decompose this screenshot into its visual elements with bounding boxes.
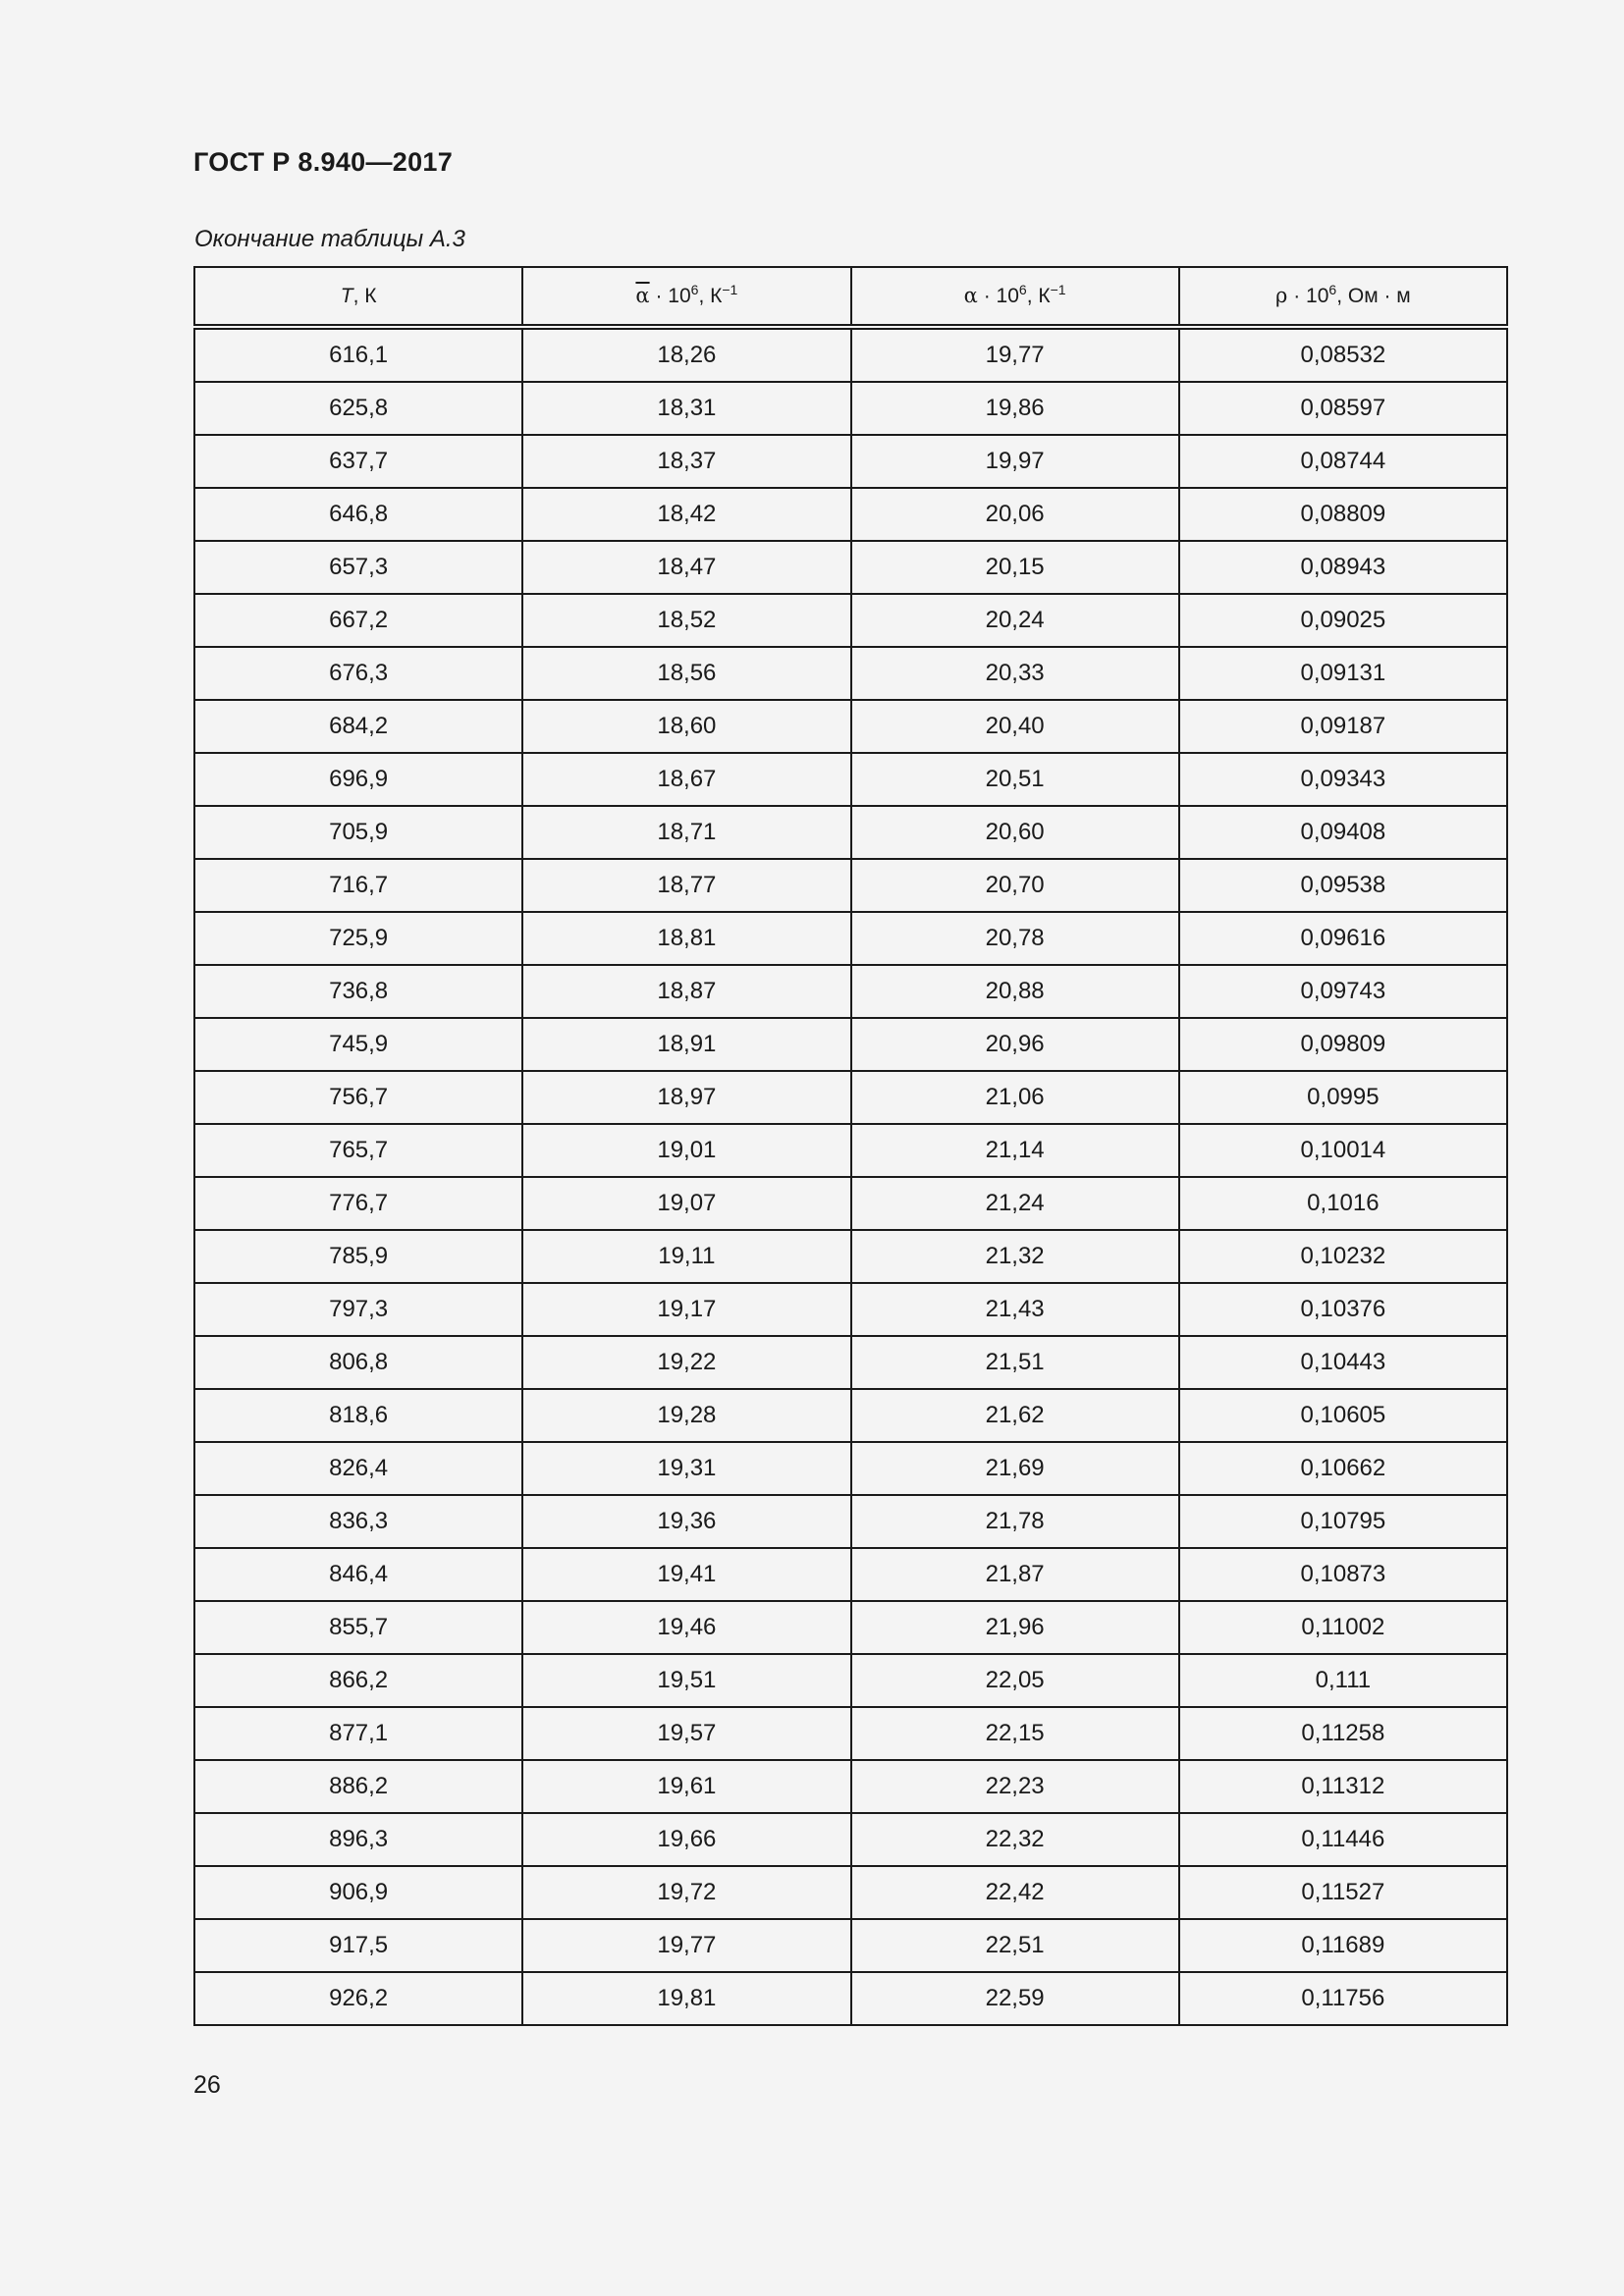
cell-alpha: 22,51 [851, 1919, 1179, 1972]
table-row [194, 1336, 1507, 1389]
cell-alpha: 21,69 [851, 1442, 1179, 1495]
header-row [194, 267, 1507, 327]
table-row [194, 1866, 1507, 1919]
cell-alpha: 22,32 [851, 1813, 1179, 1866]
table-row [194, 488, 1507, 541]
header-alpha-symbol: α [963, 284, 978, 307]
cell-rho: 0,10232 [1179, 1230, 1507, 1283]
cell-mean-alpha: 19,57 [522, 1707, 850, 1760]
cell-rho: 0,11446 [1179, 1813, 1507, 1866]
cell-mean-alpha: 19,77 [522, 1919, 850, 1972]
cell-temperature: 877,1 [194, 1707, 522, 1760]
cell-mean-alpha: 18,56 [522, 647, 850, 700]
cell-mean-alpha: 19,72 [522, 1866, 850, 1919]
table-row [194, 1071, 1507, 1124]
cell-mean-alpha: 19,17 [522, 1283, 850, 1336]
cell-alpha: 20,78 [851, 912, 1179, 965]
table-row [194, 1654, 1507, 1707]
cell-alpha: 19,86 [851, 382, 1179, 435]
cell-alpha: 22,15 [851, 1707, 1179, 1760]
table-row [194, 1230, 1507, 1283]
cell-mean-alpha: 19,61 [522, 1760, 850, 1813]
cell-rho: 0,11002 [1179, 1601, 1507, 1654]
cell-alpha: 21,14 [851, 1124, 1179, 1177]
header-rho-symbol: ρ [1275, 284, 1288, 307]
cell-rho: 0,09025 [1179, 594, 1507, 647]
header-alpha-unit: , К [1026, 285, 1051, 307]
cell-alpha: 21,43 [851, 1283, 1179, 1336]
cell-temperature: 855,7 [194, 1601, 522, 1654]
cell-rho: 0,08744 [1179, 435, 1507, 488]
header-alpha-unit-exp: −1 [1050, 282, 1066, 297]
cell-alpha: 21,78 [851, 1495, 1179, 1548]
cell-temperature: 676,3 [194, 647, 522, 700]
table-row [194, 1919, 1507, 1972]
cell-alpha: 20,40 [851, 700, 1179, 753]
cell-rho: 0,08943 [1179, 541, 1507, 594]
cell-rho: 0,10605 [1179, 1389, 1507, 1442]
page-number: 26 [193, 2071, 221, 2099]
cell-alpha: 19,77 [851, 327, 1179, 382]
table-header [194, 267, 1507, 327]
header-mean-alpha-symbol: $\overline{\alpha}$ [635, 284, 650, 307]
cell-alpha: 21,51 [851, 1336, 1179, 1389]
cell-mean-alpha: 18,26 [522, 327, 850, 382]
cell-rho: 0,10873 [1179, 1548, 1507, 1601]
cell-mean-alpha: 18,42 [522, 488, 850, 541]
cell-temperature: 806,8 [194, 1336, 522, 1389]
cell-rho: 0,111 [1179, 1654, 1507, 1707]
cell-rho: 0,11689 [1179, 1919, 1507, 1972]
header-mean-alpha-exp: 6 [690, 282, 699, 297]
cell-temperature: 736,8 [194, 965, 522, 1018]
cell-mean-alpha: 19,81 [522, 1972, 850, 2025]
cell-rho: 0,09538 [1179, 859, 1507, 912]
table-row [194, 1018, 1507, 1071]
cell-alpha: 22,42 [851, 1866, 1179, 1919]
table-row [194, 1442, 1507, 1495]
cell-alpha: 20,33 [851, 647, 1179, 700]
cell-mean-alpha: 18,31 [522, 382, 850, 435]
cell-rho: 0,09616 [1179, 912, 1507, 965]
cell-alpha: 20,96 [851, 1018, 1179, 1071]
header-alpha-factor: · 10 [977, 285, 1019, 307]
cell-mean-alpha: 19,07 [522, 1177, 850, 1230]
cell-mean-alpha: 18,97 [522, 1071, 850, 1124]
table-row [194, 700, 1507, 753]
header-alpha-exp: 6 [1018, 282, 1027, 297]
cell-rho: 0,11258 [1179, 1707, 1507, 1760]
cell-mean-alpha: 19,41 [522, 1548, 850, 1601]
cell-rho: 0,10014 [1179, 1124, 1507, 1177]
cell-temperature: 776,7 [194, 1177, 522, 1230]
cell-temperature: 906,9 [194, 1866, 522, 1919]
table-row [194, 965, 1507, 1018]
cell-temperature: 836,3 [194, 1495, 522, 1548]
cell-temperature: 705,9 [194, 806, 522, 859]
cell-alpha: 21,32 [851, 1230, 1179, 1283]
table-row [194, 1177, 1507, 1230]
table-row [194, 1495, 1507, 1548]
cell-mean-alpha: 18,91 [522, 1018, 850, 1071]
cell-mean-alpha: 19,11 [522, 1230, 850, 1283]
table-row [194, 1813, 1507, 1866]
cell-mean-alpha: 19,28 [522, 1389, 850, 1442]
table-row [194, 1124, 1507, 1177]
cell-temperature: 745,9 [194, 1018, 522, 1071]
cell-rho: 0,10662 [1179, 1442, 1507, 1495]
cell-mean-alpha: 19,66 [522, 1813, 850, 1866]
header-mean-alpha-unit-exp: −1 [722, 282, 738, 297]
table-row [194, 1389, 1507, 1442]
cell-alpha: 20,24 [851, 594, 1179, 647]
table-row [194, 1972, 1507, 2025]
cell-temperature: 625,8 [194, 382, 522, 435]
cell-temperature: 785,9 [194, 1230, 522, 1283]
cell-mean-alpha: 18,77 [522, 859, 850, 912]
document-title: ГОСТ Р 8.940—2017 [193, 147, 454, 177]
cell-alpha: 22,59 [851, 1972, 1179, 2025]
cell-alpha: 20,06 [851, 488, 1179, 541]
table-row [194, 806, 1507, 859]
table-caption: Окончание таблицы А.3 [194, 226, 465, 252]
cell-alpha: 22,23 [851, 1760, 1179, 1813]
cell-rho: 0,10443 [1179, 1336, 1507, 1389]
table-row [194, 1707, 1507, 1760]
cell-mean-alpha: 19,22 [522, 1336, 850, 1389]
header-mean-expansion [522, 267, 850, 327]
cell-mean-alpha: 18,60 [522, 700, 850, 753]
cell-mean-alpha: 18,52 [522, 594, 850, 647]
data-table [193, 266, 1508, 2026]
cell-temperature: 657,3 [194, 541, 522, 594]
table-body [194, 327, 1507, 2025]
cell-temperature: 684,2 [194, 700, 522, 753]
cell-mean-alpha: 19,46 [522, 1601, 850, 1654]
cell-alpha: 20,60 [851, 806, 1179, 859]
cell-temperature: 866,2 [194, 1654, 522, 1707]
cell-alpha: 20,15 [851, 541, 1179, 594]
header-mean-alpha-factor: · 10 [649, 285, 691, 307]
table-row [194, 912, 1507, 965]
cell-temperature: 637,7 [194, 435, 522, 488]
cell-temperature: 896,3 [194, 1813, 522, 1866]
cell-alpha: 21,06 [851, 1071, 1179, 1124]
cell-alpha: 20,51 [851, 753, 1179, 806]
cell-alpha: 21,87 [851, 1548, 1179, 1601]
cell-mean-alpha: 19,36 [522, 1495, 850, 1548]
table-row [194, 435, 1507, 488]
cell-temperature: 696,9 [194, 753, 522, 806]
table-row [194, 594, 1507, 647]
cell-mean-alpha: 18,87 [522, 965, 850, 1018]
header-mean-alpha-unit: , К [698, 285, 723, 307]
header-temperature-symbol: T [340, 284, 353, 307]
header-rho-exp: 6 [1328, 282, 1337, 297]
cell-temperature: 926,2 [194, 1972, 522, 2025]
header-temperature [194, 267, 522, 327]
cell-rho: 0,10376 [1179, 1283, 1507, 1336]
cell-mean-alpha: 18,47 [522, 541, 850, 594]
header-temperature-unit: , К [352, 284, 377, 307]
header-rho-unit: , Ом · м [1336, 285, 1411, 307]
table-row [194, 859, 1507, 912]
cell-alpha: 21,96 [851, 1601, 1179, 1654]
header-true-expansion [851, 267, 1179, 327]
cell-temperature: 818,6 [194, 1389, 522, 1442]
cell-temperature: 886,2 [194, 1760, 522, 1813]
cell-mean-alpha: 18,37 [522, 435, 850, 488]
cell-rho: 0,10795 [1179, 1495, 1507, 1548]
table-row [194, 327, 1507, 382]
cell-temperature: 667,2 [194, 594, 522, 647]
cell-temperature: 797,3 [194, 1283, 522, 1336]
cell-rho: 0,11312 [1179, 1760, 1507, 1813]
cell-temperature: 826,4 [194, 1442, 522, 1495]
table-row [194, 753, 1507, 806]
cell-temperature: 646,8 [194, 488, 522, 541]
cell-rho: 0,09743 [1179, 965, 1507, 1018]
cell-temperature: 756,7 [194, 1071, 522, 1124]
cell-rho: 0,08532 [1179, 327, 1507, 382]
table-row [194, 1548, 1507, 1601]
cell-alpha: 19,97 [851, 435, 1179, 488]
header-resistivity [1179, 267, 1507, 327]
table-row [194, 541, 1507, 594]
cell-mean-alpha: 19,01 [522, 1124, 850, 1177]
cell-alpha: 21,62 [851, 1389, 1179, 1442]
cell-alpha: 21,24 [851, 1177, 1179, 1230]
cell-mean-alpha: 19,31 [522, 1442, 850, 1495]
cell-alpha: 22,05 [851, 1654, 1179, 1707]
cell-temperature: 716,7 [194, 859, 522, 912]
cell-rho: 0,09187 [1179, 700, 1507, 753]
cell-rho: 0,0995 [1179, 1071, 1507, 1124]
table-row [194, 1601, 1507, 1654]
cell-rho: 0,1016 [1179, 1177, 1507, 1230]
cell-rho: 0,09408 [1179, 806, 1507, 859]
cell-rho: 0,08597 [1179, 382, 1507, 435]
header-rho-factor: · 10 [1287, 285, 1329, 307]
table-row [194, 382, 1507, 435]
cell-mean-alpha: 18,67 [522, 753, 850, 806]
cell-rho: 0,11756 [1179, 1972, 1507, 2025]
cell-rho: 0,09343 [1179, 753, 1507, 806]
cell-mean-alpha: 19,51 [522, 1654, 850, 1707]
cell-mean-alpha: 18,71 [522, 806, 850, 859]
cell-alpha: 20,88 [851, 965, 1179, 1018]
cell-temperature: 725,9 [194, 912, 522, 965]
cell-temperature: 917,5 [194, 1919, 522, 1972]
cell-rho: 0,09809 [1179, 1018, 1507, 1071]
table-row [194, 1283, 1507, 1336]
table-row [194, 1760, 1507, 1813]
cell-temperature: 616,1 [194, 327, 522, 382]
cell-temperature: 846,4 [194, 1548, 522, 1601]
cell-rho: 0,09131 [1179, 647, 1507, 700]
cell-mean-alpha: 18,81 [522, 912, 850, 965]
cell-temperature: 765,7 [194, 1124, 522, 1177]
cell-rho: 0,11527 [1179, 1866, 1507, 1919]
cell-rho: 0,08809 [1179, 488, 1507, 541]
cell-alpha: 20,70 [851, 859, 1179, 912]
table-row [194, 647, 1507, 700]
